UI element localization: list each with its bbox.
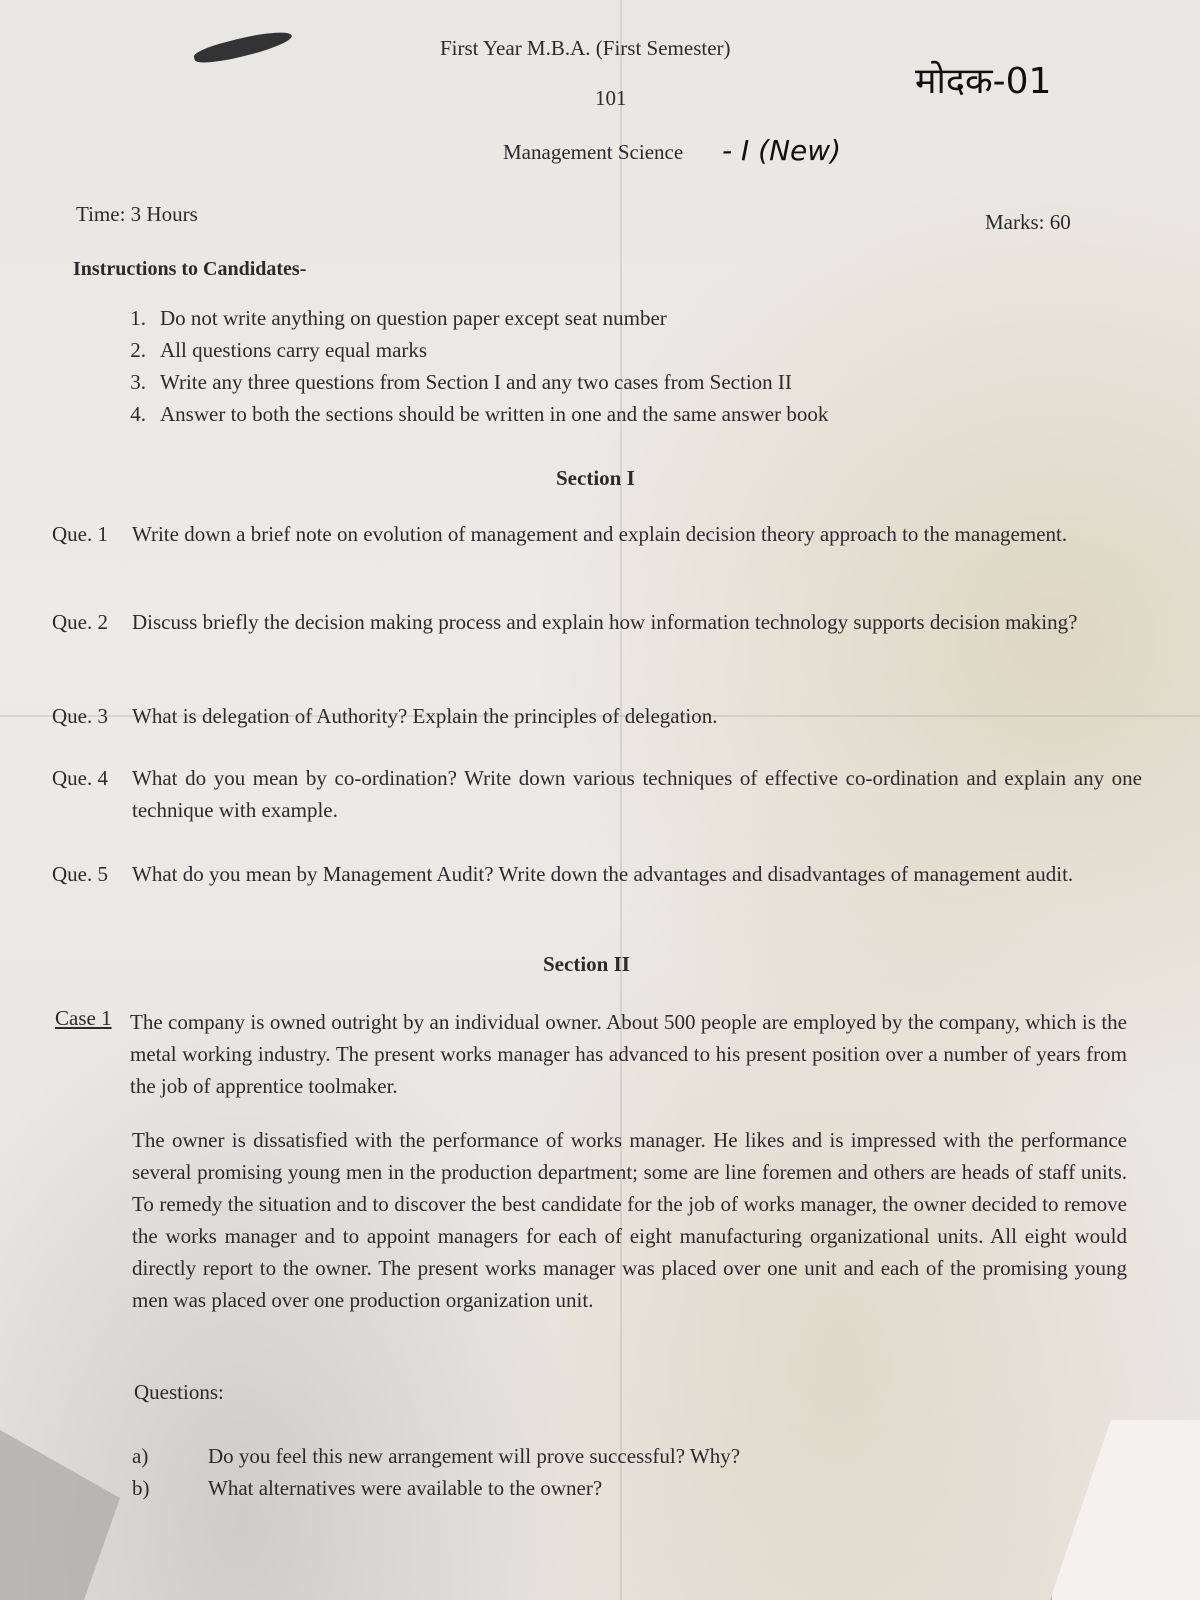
question-text: What is delegation of Authority? Explain the principles of delegation. <box>132 704 718 728</box>
questions-heading: Questions: <box>134 1380 224 1404</box>
handwritten-tag: मोदक-01 <box>915 61 1052 102</box>
marks-label: Marks: 60 <box>985 210 1071 234</box>
instructions-title: Instructions to Candidates- <box>73 258 307 280</box>
paper-code: 101 <box>595 86 627 110</box>
case-questions-list <box>132 1440 740 1504</box>
exam-title: First Year M.B.A. (First Semester) <box>440 36 731 60</box>
question-text: What do you mean by co-ordination? Write down various techniques of effective co-ordination and explain any one technique with example. <box>132 766 1142 822</box>
question-4 <box>52 762 1142 826</box>
question-label: Que. 4 <box>52 766 108 790</box>
section-1-title: Section I <box>556 466 635 490</box>
question-text: Discuss briefly the decision making process and explain how information technology supports decision making? <box>132 610 1078 634</box>
subject-handwritten-note: - I (New) <box>722 134 842 167</box>
case-1-label: Case 1 <box>55 1006 112 1030</box>
case-question-item: b) What alternatives were available to the owner? <box>132 1476 603 1500</box>
time-label: Time: 3 Hours <box>76 202 198 226</box>
question-3 <box>52 700 1142 732</box>
question-1 <box>52 518 1142 550</box>
instructions-list <box>100 302 828 430</box>
instruction-item: 1. Do not write anything on question paper except seat number <box>130 306 667 330</box>
question-label: Que. 1 <box>52 522 108 546</box>
question-5 <box>52 858 1142 890</box>
instruction-item: 4. Answer to both the sections should be written in one and the same answer book <box>130 402 829 426</box>
question-text: Write down a brief note on evolution of management and explain decision theory approach to the management. <box>132 522 1068 546</box>
section-2-title: Section II <box>543 952 630 976</box>
instruction-item: 3. Write any three questions from Section I and any two cases from Section II <box>130 370 792 394</box>
case-1-paragraph-2: The owner is dissatisfied with the performance of works manager. He likes and is impressed with the performance several promising young men in the production department; some are line foremen and others are heads of staff units. To remedy the situation and to discover the best candidate for the job of works manager, the owner decided to remove the works manager and to appoint managers for each of eight manufacturing organizational units. All eight would directly report to the owner. The present works manager was placed over one unit and each of the promising young men was placed over one production organization unit. <box>132 1128 1127 1312</box>
question-label: Que. 5 <box>52 862 108 886</box>
case-1-paragraph-1: The company is owned outright by an individual owner. About 500 people are employed by the company, which is the metal working industry. The present works manager has advanced to his present position over a number of years from the job of apprentice toolmaker. <box>130 1010 1127 1098</box>
subject-title: Management Science <box>503 140 684 164</box>
case-question-item: a) Do you feel this new arrangement will prove successful? Why? <box>132 1444 741 1468</box>
instruction-item: 2. All questions carry equal marks <box>130 338 428 362</box>
ink-scribble <box>192 26 293 68</box>
question-label: Que. 3 <box>52 704 108 728</box>
torn-paper-edge <box>0 1430 120 1600</box>
question-text: What do you mean by Management Audit? Write down the advantages and disadvantages of management audit. <box>132 862 1074 886</box>
question-label: Que. 2 <box>52 610 108 634</box>
question-2 <box>52 606 1142 638</box>
folded-corner <box>1050 1420 1200 1600</box>
